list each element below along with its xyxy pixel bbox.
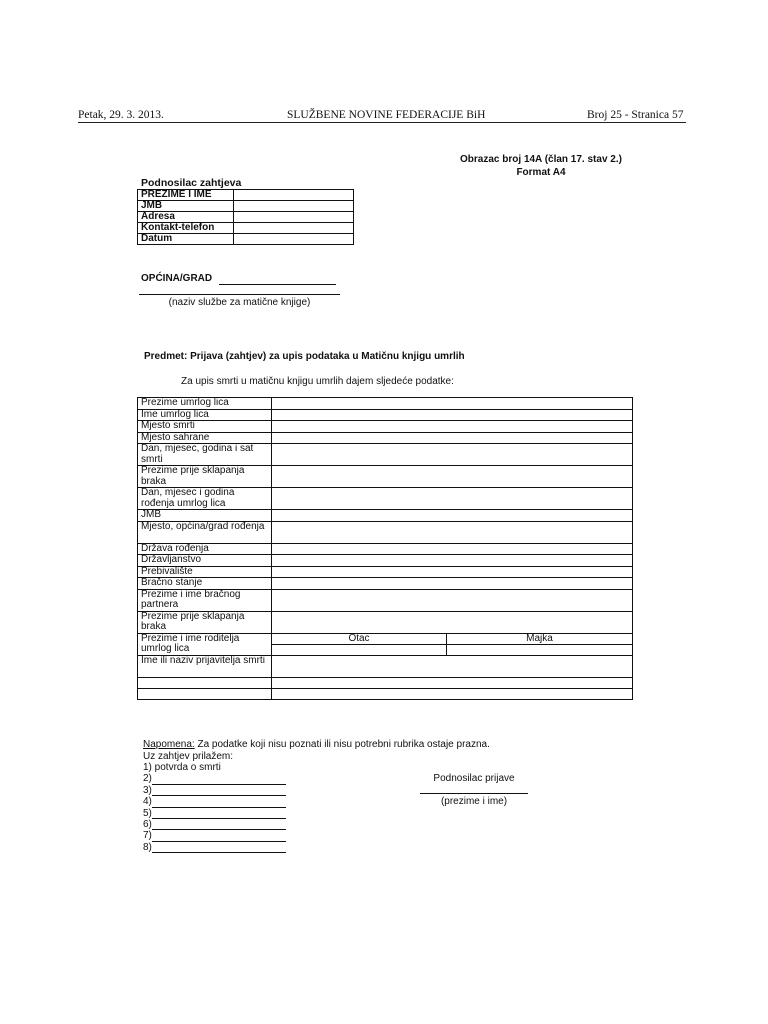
row-value[interactable] [272, 521, 633, 543]
table-row [138, 409, 633, 421]
row-value[interactable] [272, 611, 633, 633]
row-label: Dan, mjesec i godina rođenja umrlog lica [138, 488, 272, 510]
applicant-label: PREZIME I IME [138, 190, 234, 201]
table-row [138, 578, 633, 590]
row-label: Bračno stanje [138, 578, 272, 590]
table-row [138, 510, 633, 522]
registry-service-blank[interactable] [139, 294, 340, 295]
attachment-blank[interactable] [152, 776, 286, 785]
attachment-number: 6) [143, 818, 152, 830]
attachment-number: 4) [143, 796, 152, 808]
applicant-row [138, 190, 354, 201]
row-label-empty[interactable] [138, 689, 272, 700]
header-publication: SLUŽBENE NOVINE FEDERACIJE BiH [287, 109, 486, 121]
row-label: Država rođenja [138, 543, 272, 555]
death-record-table [137, 397, 633, 700]
table-row [138, 566, 633, 578]
attachment-item [143, 762, 286, 773]
note [143, 739, 490, 762]
table-row [138, 589, 633, 611]
form-number [430, 153, 652, 179]
row-value[interactable] [272, 566, 633, 578]
note-lead: Napomena: [143, 739, 195, 750]
table-row-parents [138, 633, 633, 645]
form-number-line1: Obrazac broj 14A (član 17. stav 2.) [460, 154, 622, 165]
table-row-empty [138, 689, 633, 700]
attachment-item [143, 773, 286, 784]
applicant-label: Adresa [138, 212, 234, 223]
row-label: Državljanstvo [138, 555, 272, 567]
row-label: JMB [138, 510, 272, 522]
attachment-number: 5) [143, 807, 152, 819]
applicant-label: Datum [138, 234, 234, 245]
row-value[interactable] [272, 656, 633, 678]
attachment-number: 7) [143, 830, 152, 842]
table-row [138, 466, 633, 488]
row-label: Ime umrlog lica [138, 409, 272, 421]
attachment-number: 8) [143, 841, 152, 853]
table-row [138, 488, 633, 510]
applicant-row [138, 223, 354, 234]
table-row [138, 611, 633, 633]
signature-line[interactable] [420, 793, 528, 794]
attachment-item [143, 819, 286, 830]
attachment-blank[interactable] [152, 787, 286, 796]
attachment-item [143, 785, 286, 796]
row-label: Prezime umrlog lica [138, 398, 272, 410]
municipality-blank[interactable] [219, 284, 336, 285]
row-label: Prebivalište [138, 566, 272, 578]
row-value[interactable] [272, 466, 633, 488]
mother-value[interactable] [447, 645, 633, 656]
row-value[interactable] [272, 510, 633, 522]
applicant-value[interactable] [234, 212, 354, 223]
row-label: Mjesto, općina/grad rođenja [138, 521, 272, 543]
form-number-line2: Format A4 [516, 167, 566, 178]
registry-service-caption: (naziv službe za matične knjige) [168, 297, 311, 308]
row-value[interactable] [272, 488, 633, 510]
row-value[interactable] [272, 555, 633, 567]
applicant-row [138, 234, 354, 245]
row-value[interactable] [272, 578, 633, 590]
row-label: Mjesto sahrane [138, 432, 272, 444]
attachment-list [143, 762, 286, 853]
row-label: Prezime prije sklapanja braka [138, 611, 272, 633]
table-row [138, 521, 633, 543]
table-row [138, 543, 633, 555]
row-label: Prezime prije sklapanja braka [138, 466, 272, 488]
row-label: Dan, mjesec, godina i sat smrti [138, 444, 272, 466]
attachment-blank[interactable] [152, 810, 286, 819]
table-row-empty [138, 678, 633, 689]
mother-header: Majka [447, 633, 633, 645]
applicant-value[interactable] [234, 223, 354, 234]
applicant-title: Podnosilac zahtjeva [141, 177, 242, 189]
row-value[interactable] [272, 444, 633, 466]
applicant-table [137, 189, 354, 245]
attachment-blank[interactable] [152, 833, 286, 842]
row-value[interactable] [272, 543, 633, 555]
row-label: Ime ili naziv prijavitelja smrti [138, 656, 272, 678]
row-value[interactable] [272, 432, 633, 444]
attachment-item [143, 842, 286, 853]
attachment-number: 1) potvrda o smrti [143, 761, 221, 773]
note-line [143, 739, 490, 751]
parents-label: Prezime i ime roditelja umrlog lica [138, 633, 272, 656]
attach-heading: Uz zahtjev prilažem: [143, 750, 234, 762]
row-label: Prezime i ime bračnog partnera [138, 589, 272, 611]
applicant-row [138, 212, 354, 223]
attachment-blank[interactable] [152, 799, 286, 808]
applicant-value[interactable] [234, 190, 354, 201]
table-row [138, 432, 633, 444]
applicant-row [138, 201, 354, 212]
father-value[interactable] [272, 645, 447, 656]
row-value[interactable] [272, 409, 633, 421]
applicant-value[interactable] [234, 201, 354, 212]
header-issue: Broj 25 - Stranica 57 [587, 109, 684, 121]
applicant-value[interactable] [234, 234, 354, 245]
death-record-body [138, 398, 633, 700]
attachment-number: 3) [143, 784, 152, 796]
father-header: Otac [272, 633, 447, 645]
attachment-blank[interactable] [152, 821, 286, 830]
attachment-item [143, 830, 286, 841]
row-value[interactable] [272, 678, 633, 689]
row-value[interactable] [272, 421, 633, 433]
applicant-label: Kontakt-telefon [138, 223, 234, 234]
row-value[interactable] [272, 689, 633, 700]
attachment-item [143, 796, 286, 807]
note-text: Za podatke koji nisu poznati ili nisu potrebni rubrika ostaje prazna. [194, 739, 490, 750]
row-label-empty[interactable] [138, 678, 272, 689]
table-row [138, 656, 633, 678]
table-row [138, 444, 633, 466]
attachment-item [143, 808, 286, 819]
header-rule [78, 122, 686, 123]
header-date: Petak, 29. 3. 2013. [78, 109, 164, 121]
table-row [138, 398, 633, 410]
municipality-label: OPĆINA/GRAD [141, 273, 213, 284]
attachment-number: 2) [143, 773, 152, 785]
table-row [138, 555, 633, 567]
signature-caption: (prezime i ime) [440, 796, 508, 807]
applicant-label: JMB [138, 201, 234, 212]
signature-label: Podnosilac prijave [433, 773, 515, 784]
intro-text: Za upis smrti u matičnu knjigu umrlih dajem sljedeće podatke: [181, 376, 454, 387]
row-value[interactable] [272, 589, 633, 611]
table-row [138, 421, 633, 433]
row-label: Mjesto smrti [138, 421, 272, 433]
row-value[interactable] [272, 398, 633, 410]
subject-line: Predmet: Prijava (zahtjev) za upis podataka u Matičnu knjigu umrlih [144, 351, 465, 362]
attachment-blank[interactable] [152, 844, 286, 853]
